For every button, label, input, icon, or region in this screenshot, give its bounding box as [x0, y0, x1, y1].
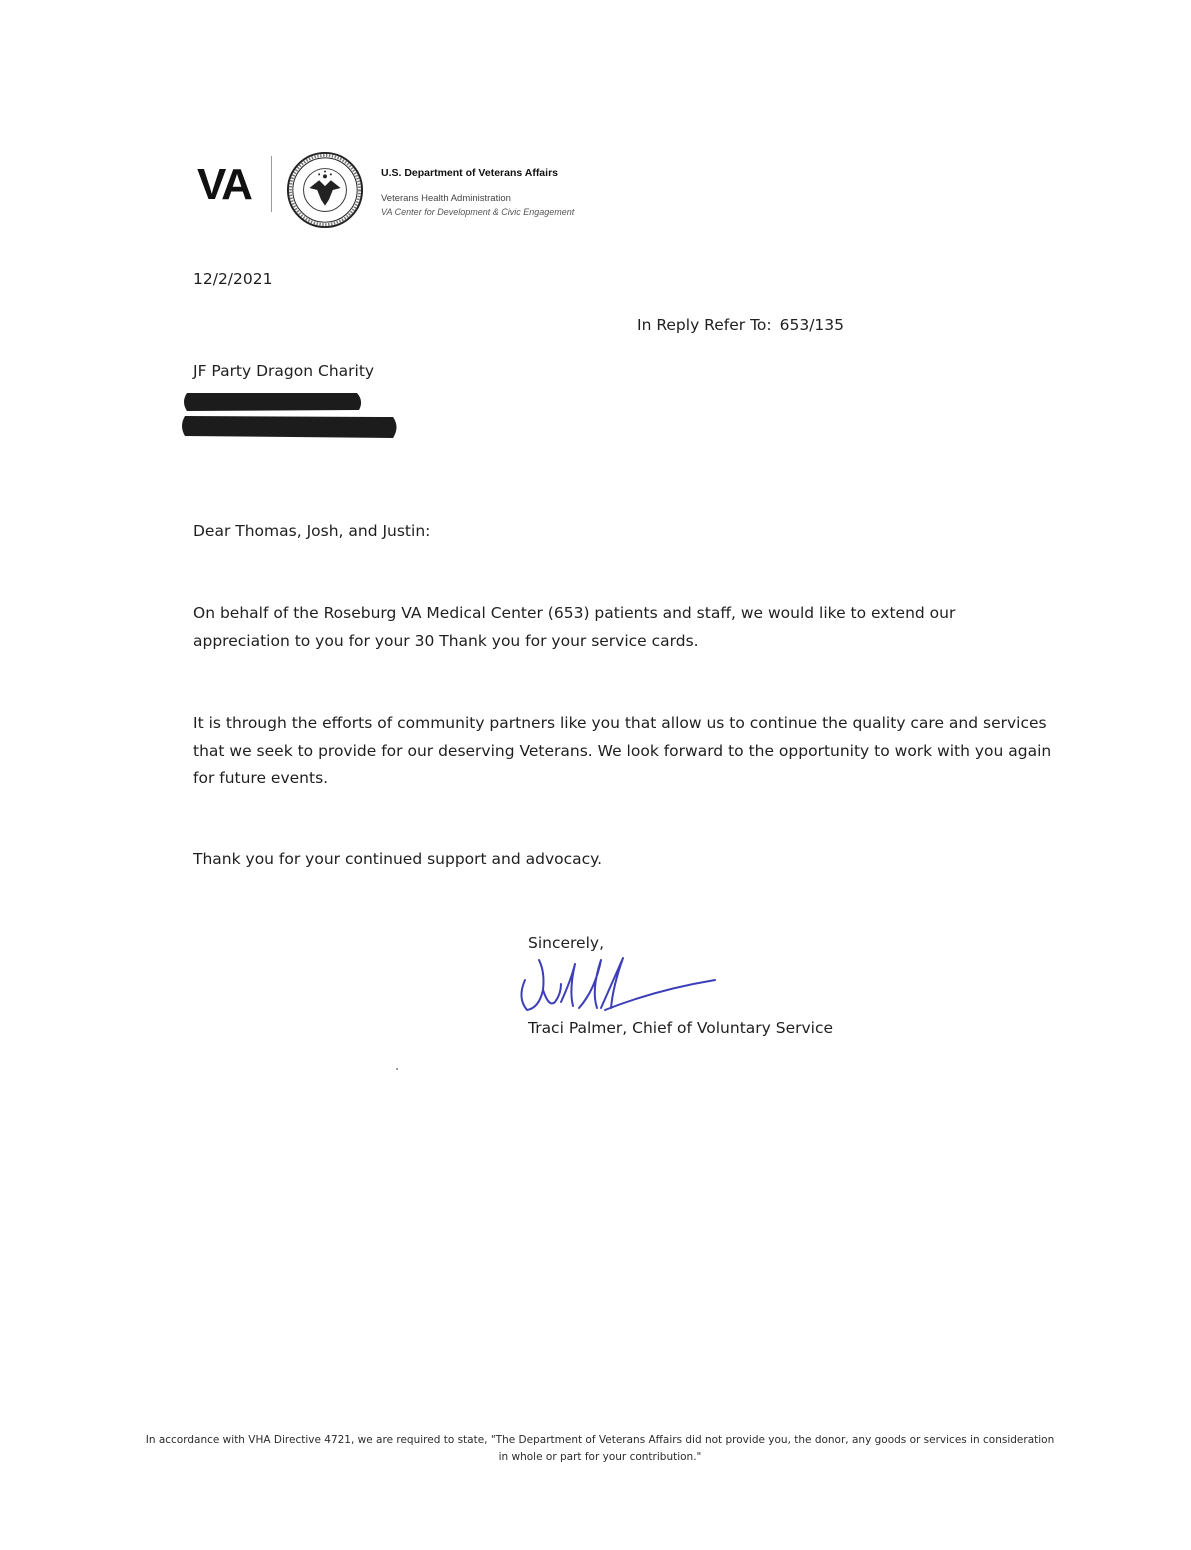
reference-label: In Reply Refer To:: [637, 316, 772, 334]
recipient-name: JF Party Dragon Charity: [193, 362, 375, 380]
org-subtitle-italic: VA Center for Development & Civic Engagement: [381, 207, 575, 217]
org-name: U.S. Department of Veterans Affairs: [381, 167, 558, 179]
footer-disclaimer: In accordance with VHA Directive 4721, we are required to state, "The Department of Veterans Affairs did not provide you, the donor, any goods or services in consideration in whole or part for your contribution.": [145, 1434, 1055, 1463]
body-paragraph: On behalf of the Roseburg VA Medical Center (653) patients and staff, we would like to extend our appreciation to you for your 30 Thank you for your service cards.: [193, 604, 956, 650]
scan-speck: [396, 1068, 398, 1070]
letterhead-divider: [271, 156, 272, 212]
redaction-bar: [179, 412, 399, 440]
body-paragraph: It is through the efforts of community partners like you that allow us to continue the quality care and services that we seek to provide for our deserving Veterans. We look forward to the opportunity to work with you again for future events.: [193, 714, 1052, 787]
closing: Sincerely,: [528, 934, 605, 952]
letter-date: 12/2/2021: [193, 270, 273, 288]
redaction-bar: [179, 390, 364, 414]
body-paragraph: Thank you for your continued support and advocacy.: [193, 850, 603, 868]
salutation: Dear Thomas, Josh, and Justin:: [193, 522, 431, 540]
handwritten-signature: [505, 950, 730, 1022]
org-subtitle: Veterans Health Administration: [381, 193, 511, 204]
va-logo-mark: VA: [197, 160, 251, 209]
va-seal-icon: [286, 151, 364, 229]
signer-name-title: Traci Palmer, Chief of Voluntary Service: [528, 1019, 834, 1037]
reference-value: 653/135: [779, 316, 845, 334]
reference-line: [637, 312, 844, 340]
